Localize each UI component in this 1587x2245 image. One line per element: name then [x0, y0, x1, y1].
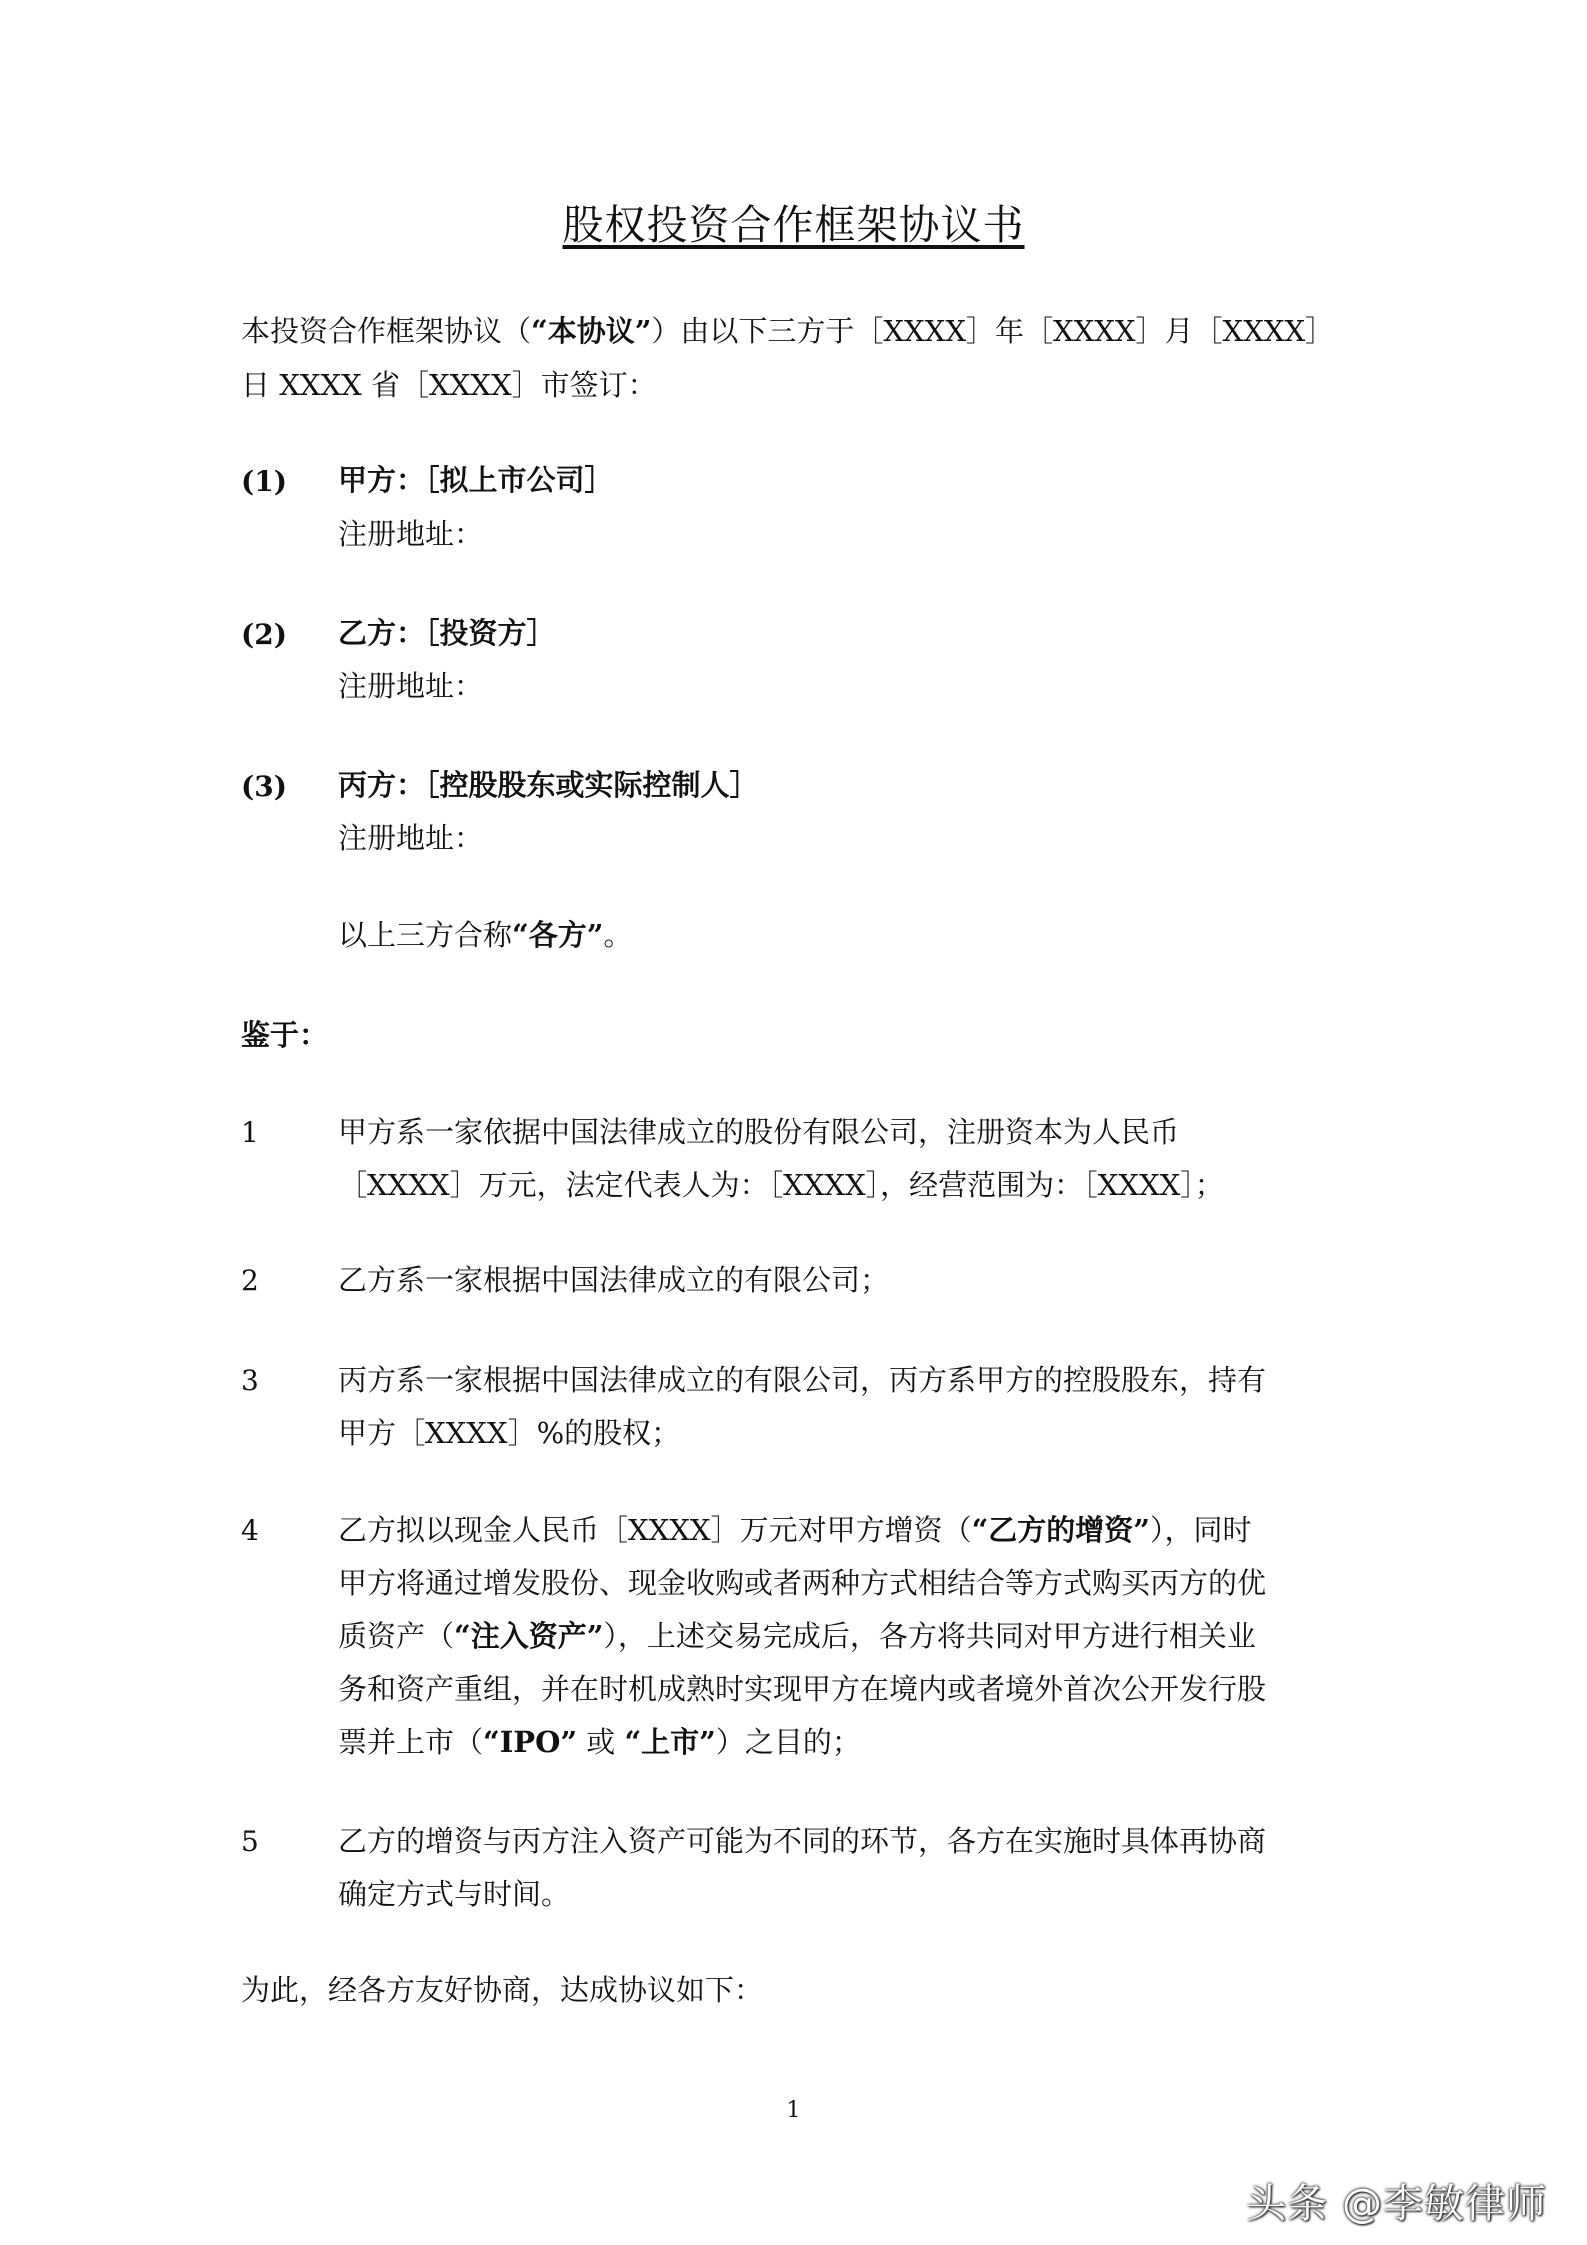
party-name: 丙方：［控股股东或实际控制人］ — [338, 768, 759, 802]
recital-4-line: 乙方拟以现金人民币［XXXX］万元对甲方增资（“乙方的增资”），同时 — [338, 1513, 1252, 1547]
recital-number: 2 — [241, 1264, 259, 1297]
recital-number: 5 — [241, 1825, 259, 1858]
recital-number: 3 — [241, 1364, 259, 1397]
party-address: 注册地址： — [338, 517, 484, 551]
recital-number: 4 — [241, 1514, 259, 1547]
party-number: (3) — [241, 770, 287, 803]
recital-1-line: 甲方系一家依据中国法律成立的股份有限公司，注册资本为人民币 — [338, 1115, 1180, 1149]
party-name: 甲方：［拟上市公司］ — [338, 463, 614, 497]
page-number: 1 — [786, 2098, 801, 2123]
recital-5-line: 乙方的增资与丙方注入资产可能为不同的环节，各方在实施时具体再协商 — [338, 1824, 1267, 1858]
document-title: 股权投资合作框架协议书 — [562, 201, 1025, 249]
recital-2-line: 乙方系一家根据中国法律成立的有限公司； — [338, 1263, 890, 1297]
recital-4-line: 票并上市（“IPO” 或 “上市”）之目的； — [338, 1725, 861, 1759]
whereas-heading: 鉴于： — [241, 1018, 329, 1052]
party-number: (1) — [241, 465, 287, 498]
party-number: (2) — [241, 618, 287, 651]
watermark: 头条 @李敏律师 — [1246, 2181, 1547, 2227]
recital-3-line: 丙方系一家根据中国法律成立的有限公司，丙方系甲方的控股股东，持有 — [338, 1363, 1267, 1397]
party-name: 乙方：［投资方］ — [338, 616, 556, 650]
intro-line-2: 日 XXXX 省［XXXX］市签订： — [241, 368, 657, 402]
collective-definition: 以上三方合称“各方”。 — [338, 918, 633, 952]
party-address: 注册地址： — [338, 669, 484, 703]
recital-3-line: 甲方［XXXX］%的股权； — [338, 1416, 681, 1450]
recital-number: 1 — [241, 1116, 259, 1149]
recital-4-line: 务和资产重组，并在时机成熟时实现甲方在境内或者境外首次公开发行股 — [338, 1672, 1267, 1706]
recital-1-line: ［XXXX］万元，法定代表人为：［XXXX］，经营范围为：［XXXX］； — [338, 1168, 1224, 1202]
recital-4-line: 质资产（“注入资产”），上述交易完成后，各方将共同对甲方进行相关业 — [338, 1619, 1256, 1653]
party-address: 注册地址： — [338, 821, 484, 855]
recital-4-line: 甲方将通过增发股份、现金收购或者两种方式相结合等方式购买丙方的优 — [338, 1566, 1267, 1600]
intro-line-1: 本投资合作框架协议（“本协议”）由以下三方于［XXXX］年［XXXX］月［XXXX］ — [241, 314, 1335, 348]
recital-5-line: 确定方式与时间。 — [338, 1877, 571, 1911]
closing-statement: 为此，经各方友好协商，达成协议如下： — [241, 1973, 764, 2007]
